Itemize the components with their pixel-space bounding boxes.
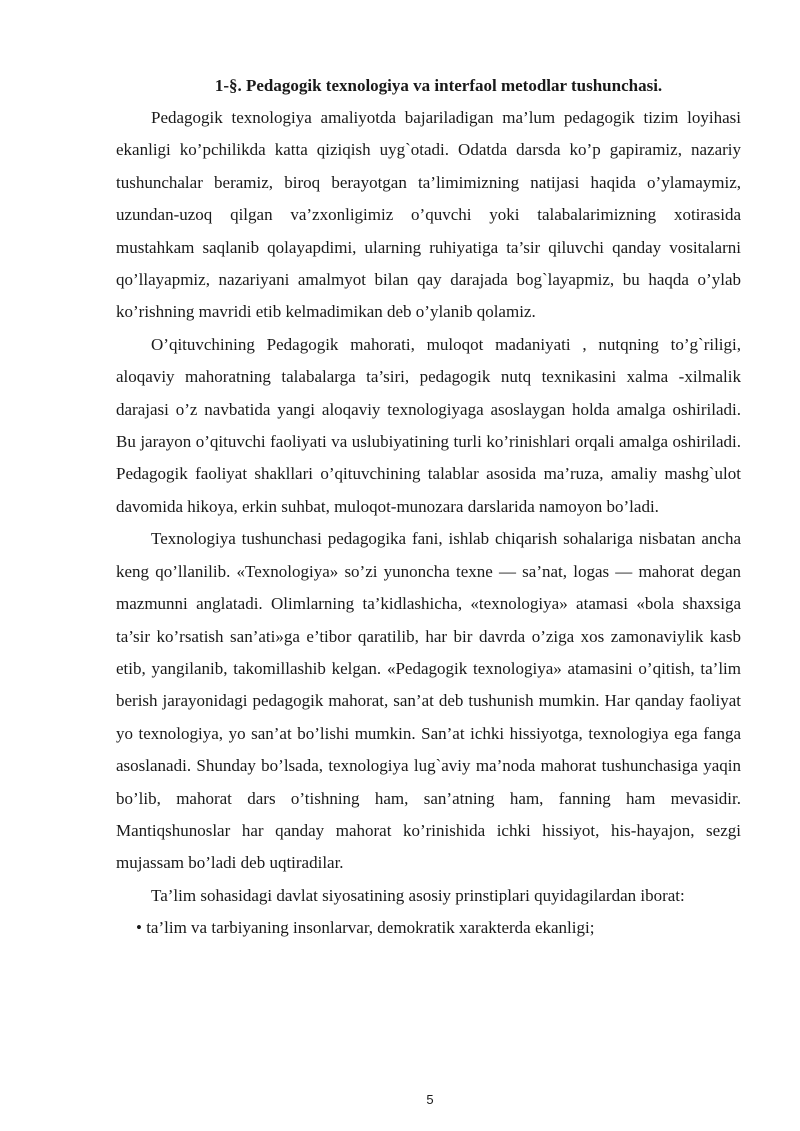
section-title: 1-§. Pedagogik texnologiya va interfaol metodlar tushunchasi. <box>214 76 663 95</box>
page-number: 5 <box>426 1092 434 1107</box>
paragraph-2: O’qituvchining Pedagogik mahorati, muloqot madaniyati , nutqning to’g`riligi, aloqaviy mahoratning talabalarga ta’siri, pedagogik nutq texnikasini xalma -xilmalik darajasi o’z navbatida yangi aloqaviy texnologiyaga asoslaygan holda amalga oshiriladi. Bu jarayon o’qituvchi faoliyati va uslubiyatining turli ko’rinishlari orqali amalga oshiriladi. Pedagogik faoliyat shakllari o’qituvchining talablar asosida ma’ruza, amaliy mashg`ulot davomida hikoya, erkin suhbat, muloqot-munozara darslarida namoyon bo’ladi. <box>116 334 741 516</box>
document-page <box>116 70 741 945</box>
paragraph-1: Pedagogik texnologiya amaliyotda bajariladigan ma’lum pedagogik tizim loyihasi ekanligi ko’pchilikda katta qiziqish uyg`otadi. Odatda darsda ko’p gapiramiz, nazariy tushunchalar beramiz, biroq berayotgan ta’limimizning natijasi haqida o’ylamaymiz, uzundan-uzoq qilgan va’zxonligimiz o’quvchi yoki talabalarimizning xotirasida mustahkam saqlanib qolayapdimi, ularning ruhiyatiga ta’sir qiluvchi qanday vositalarni qo’llayapmiz, nazariyani amalmyot bilan qay darajada bog`layapmiz, bu haqda o’ylab ko’rishning mavridi etib kelmadimikan deb o’ylanib qolamiz. <box>116 108 741 322</box>
paragraph-4: Ta’lim sohasidagi davlat siyosatining asosiy prinstiplari quyidagilardan iborat: <box>151 885 685 905</box>
bullet-item-1: • ta’lim va tarbiyaning insonlarvar, demokratik xarakterda ekanligi; <box>136 918 595 938</box>
paragraph-3: Texnologiya tushunchasi pedagogika fani, ishlab chiqarish sohalariga nisbatan ancha keng qo’llanilib. «Texnologiya» so’zi yunoncha texne — sa’nat, logas — mahorat degan mazmunni anglatadi. Olimlarning ta’kidlashicha, «texnologiya» atamasi «bola shaxsiga ta’sir ko’rsatish san’ati»ga e’tibor qaratilib, har bir davrda o’ziga xos zamonaviylik kasb etib, yangilanib, takomillashib kelgan. «Pedagogik texnologiya» atamasini o’qitish, ta’lim berish jarayonidagi pedagogik mahorat, san’at deb tushunish mumkin. Har qanday faoliyat yo texnologiya, yo san’at bo’lishi mumkin. San’at ichki hissiyotga, texnologiya ega fanga asoslanadi. Shunday bo’lsada, texnologiya lug`aviy ma’noda mahorat tushunchasiga yaqin bo’lib, mahorat dars o’tishning ham, san’atning ham, fanning ham mevasidir. Mantiqshunoslar har qanday mahorat ko’rinishida ichki hissiyot, his-hayajon, sezgi mujassam bo’ladi deb uqtiradilar. <box>116 529 741 873</box>
